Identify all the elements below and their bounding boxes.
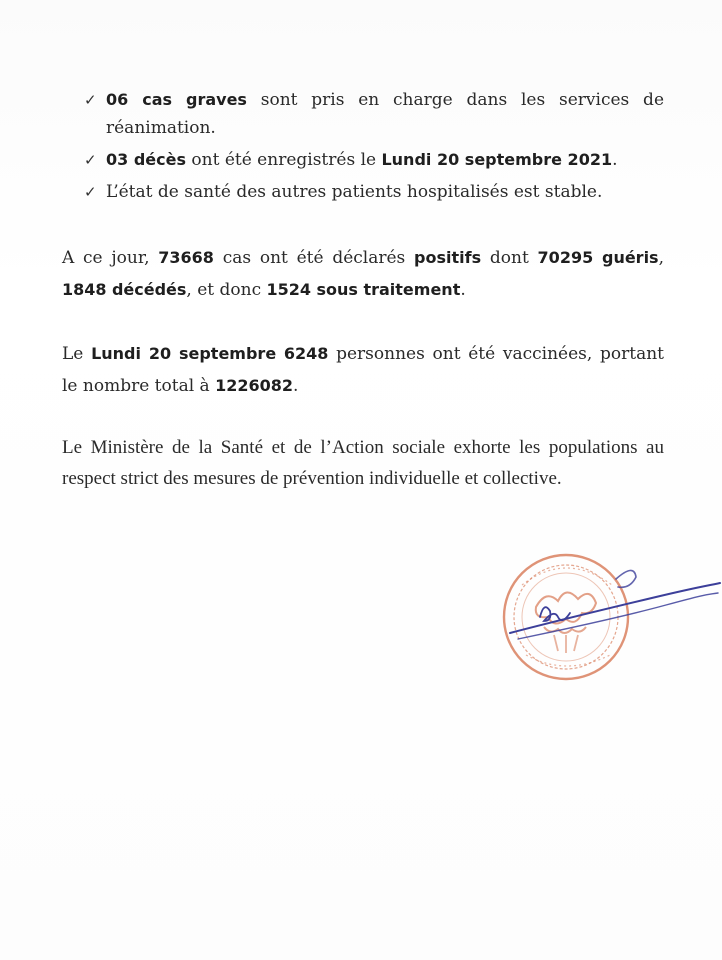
bullet-stable-patients: ✓ L’état de santé des autres patients hospitalisés est stable.: [84, 178, 664, 206]
vaccination-day: Lundi 20 septembre: [91, 344, 277, 363]
checkmark-icon: ✓: [84, 151, 97, 169]
deaths-total: 1848: [62, 280, 107, 299]
recovered-count: 70295: [537, 248, 594, 267]
under-treatment-count: 1524: [266, 280, 312, 299]
closing-paragraph: Le Ministère de la Santé et de l’Action sociale exhorte les populations au respect strict des mesures de prévention individuelle et collective.: [62, 437, 664, 489]
vaccination-paragraph: Le Lundi 20 septembre 6248 personnes ont été vaccinées, portant le nombre total à 1226082.: [62, 344, 664, 396]
recovered-label: guéris: [601, 248, 659, 267]
total-cases: 73668: [158, 248, 214, 267]
checkmark-icon: ✓: [84, 183, 97, 201]
checkmark-icon: ✓: [84, 91, 97, 109]
severe-cases-count: 06 cas graves: [106, 90, 247, 109]
bullet-severe-cases: ✓ 06 cas graves sont pris en charge dans les services de réanimation.: [84, 86, 664, 142]
deaths-label: décédés: [111, 280, 187, 299]
under-treatment-label: sous traitement: [316, 280, 461, 299]
vaccinated-total: 1226082: [215, 376, 294, 395]
official-stamp-signature: [496, 535, 722, 695]
status-bullet-list: [84, 86, 664, 206]
deaths-count: 03 décès: [106, 150, 186, 169]
vaccinated-count: 6248: [283, 344, 329, 363]
deaths-date: Lundi 20 septembre 2021: [381, 150, 613, 169]
positive-label: positifs: [414, 248, 482, 267]
bullet-deaths: ✓ 03 décès ont été enregistrés le Lundi 20 septembre 2021.: [84, 146, 664, 174]
cumulative-summary-paragraph: A ce jour, 73668 cas ont été déclarés positifs dont 70295 guéris, 1848 décédés, et donc 1524 sous traitement.: [62, 248, 664, 300]
